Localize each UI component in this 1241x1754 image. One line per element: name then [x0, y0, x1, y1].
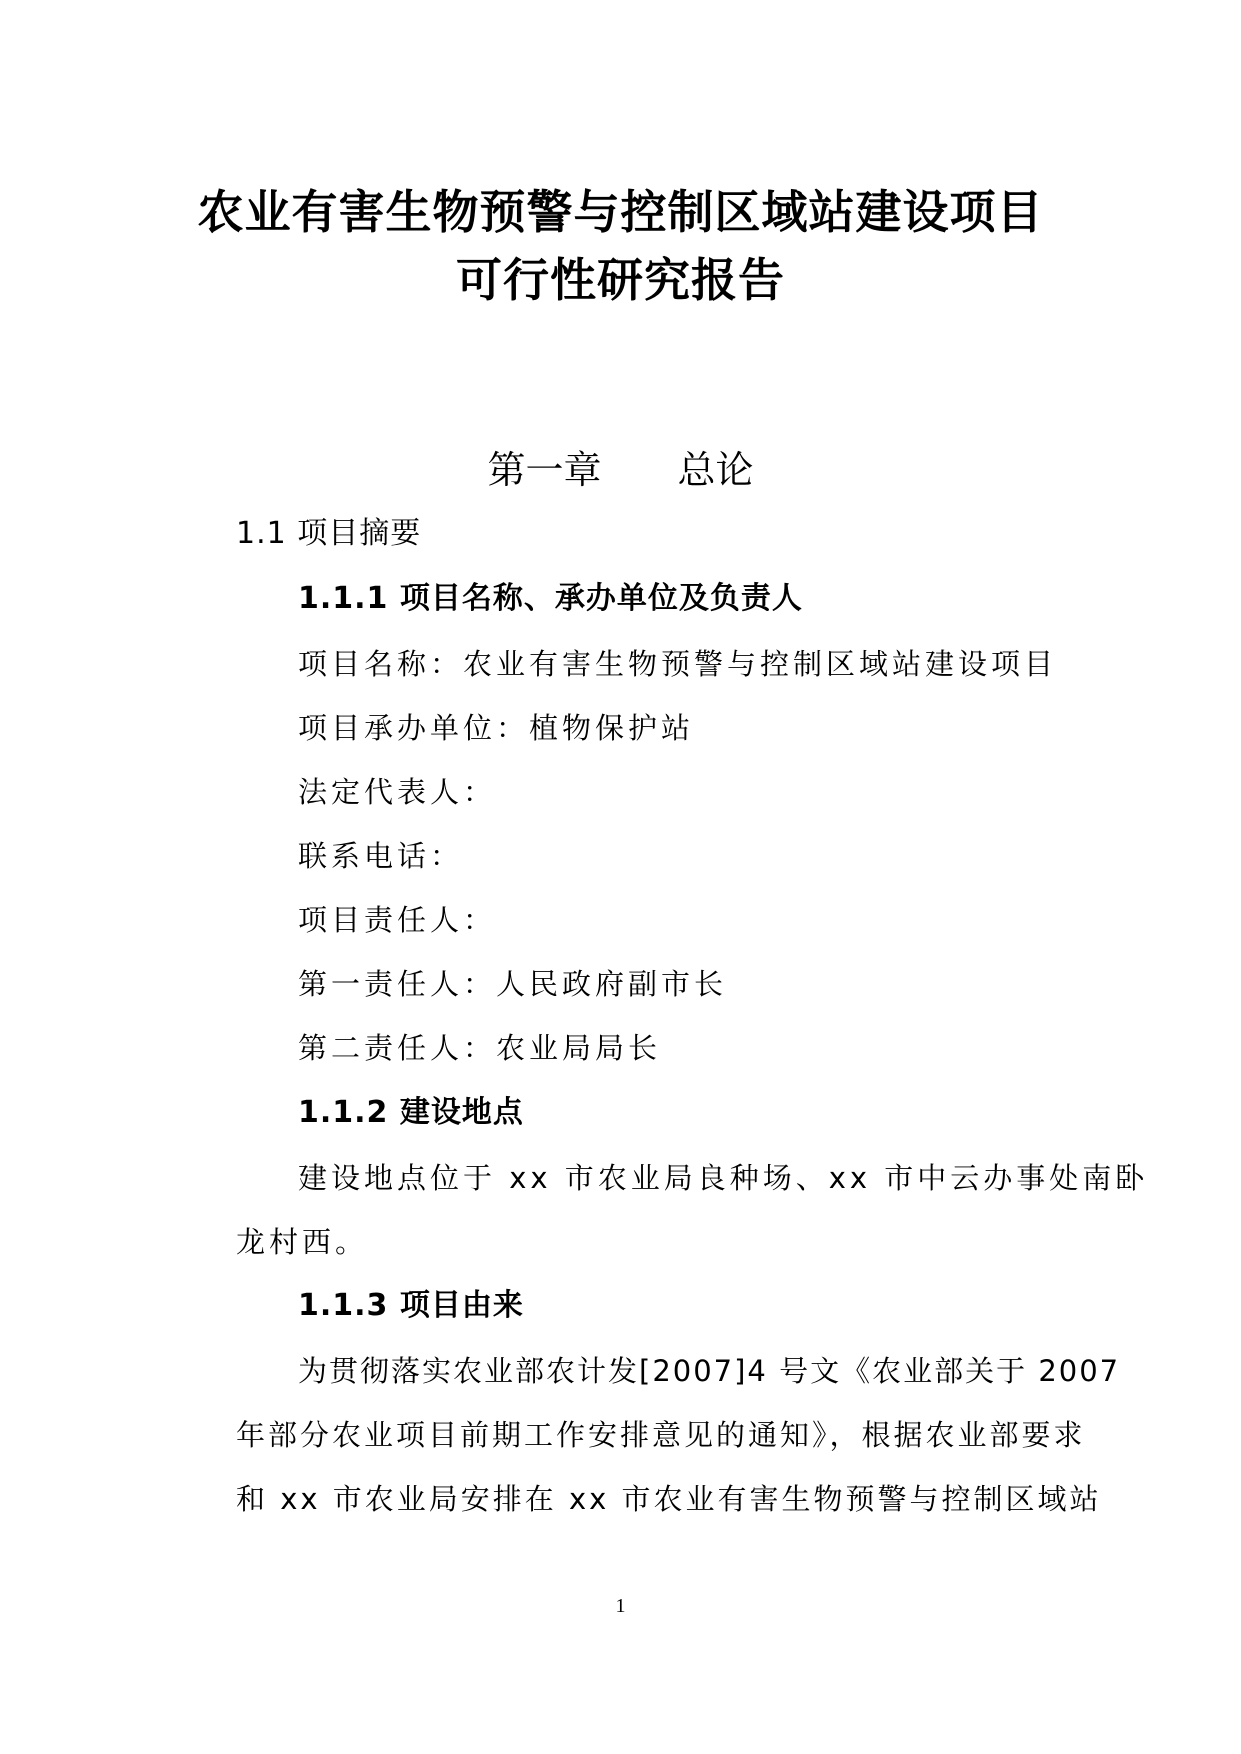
subsection-heading-1-1-3: 1.1.3 项目由来 [298, 1288, 524, 1323]
field-legal-representative: 法定代表人： [298, 775, 497, 809]
field-contact-phone: 联系电话： [298, 839, 464, 873]
document-title-line-1: 农业有害生物预警与控制区域站建设项目 [197, 185, 1044, 239]
field-project-responsible: 项目责任人： [298, 903, 497, 937]
origin-paragraph-line-3: 和 xx 市农业局安排在 xx 市农业有害生物预警与控制区域站 [236, 1482, 1102, 1516]
origin-paragraph-line-1: 为贯彻落实农业部农计发[2007]4 号文《农业部关于 2007 [298, 1354, 1121, 1388]
chapter-heading: 第一章 总论 [487, 448, 754, 492]
location-paragraph-line-2: 龙村西。 [236, 1225, 369, 1259]
subsection-heading-1-1-1: 1.1.1 项目名称、承办单位及负责人 [298, 581, 803, 616]
document-title-line-2: 可行性研究报告 [456, 253, 785, 307]
subsection-heading-1-1-2: 1.1.2 建设地点 [298, 1095, 524, 1130]
origin-paragraph-line-2: 年部分农业项目前期工作安排意见的通知》，根据农业部要求 [236, 1418, 1086, 1452]
field-second-responsible: 第二责任人：农业局局长 [298, 1031, 662, 1065]
location-paragraph-line-1: 建设地点位于 xx 市农业局良种场、xx 市中云办事处南卧 [298, 1161, 1149, 1195]
page-number: 1 [615, 1595, 626, 1617]
field-first-responsible: 第一责任人：人民政府副市长 [298, 967, 728, 1001]
section-heading-1-1: 1.1 项目摘要 [236, 516, 422, 551]
field-project-name: 项目名称：农业有害生物预警与控制区域站建设项目 [298, 647, 1058, 681]
field-undertaking-unit: 项目承办单位：植物保护站 [298, 711, 695, 745]
